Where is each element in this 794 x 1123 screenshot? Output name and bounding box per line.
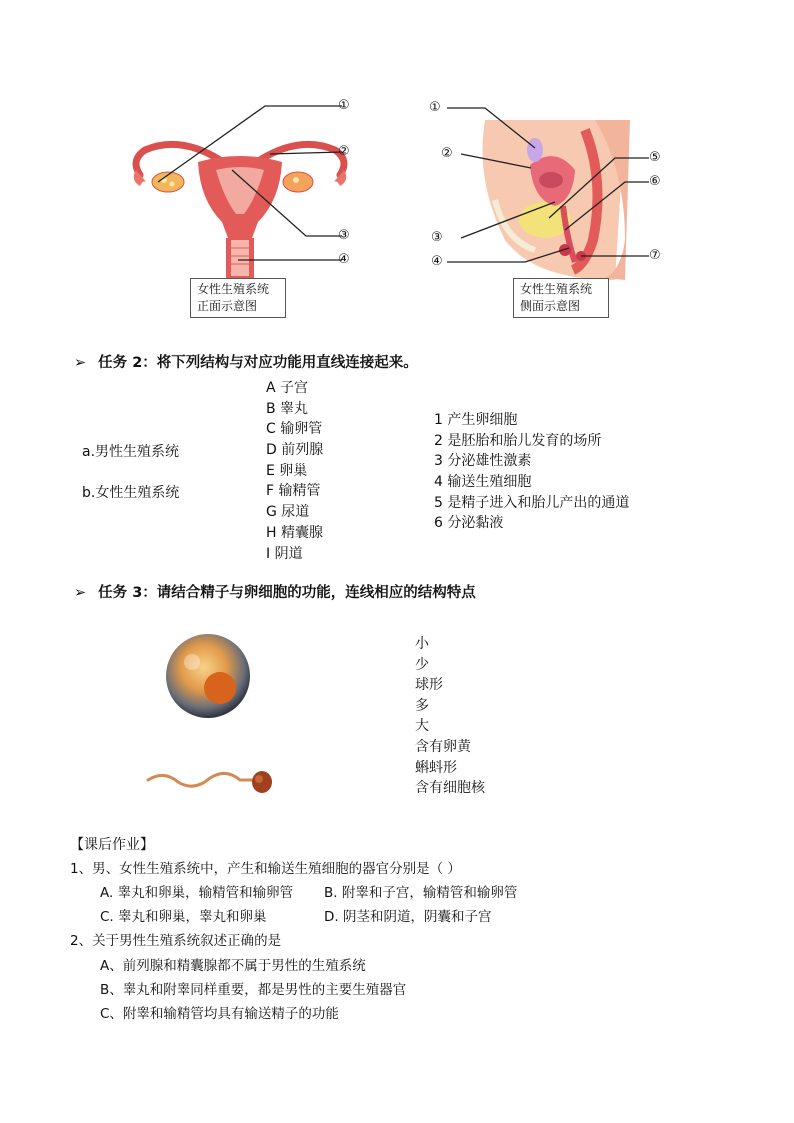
q2-option-a: A、前列腺和精囊腺都不属于男性的生殖系统 (100, 958, 366, 974)
front-label-2: ② (338, 144, 350, 159)
front-view-caption (190, 278, 286, 318)
structure-item: F 输精管 (266, 483, 321, 500)
system-male: a.男性生殖系统 (82, 444, 180, 460)
front-caption-line2: 正面示意图 (197, 299, 258, 313)
feature-list (415, 634, 485, 799)
task3-bullet-icon: ➢ (74, 585, 87, 601)
function-list (434, 410, 629, 534)
structure-item: H 精囊腺 (266, 524, 323, 541)
structure-item: E 卵巢 (266, 462, 308, 479)
q1-option-d: D. 阴茎和阴道，阴囊和子宫 (324, 909, 492, 925)
front-label-1: ① (338, 98, 350, 113)
side-label-5: ⑤ (649, 150, 661, 165)
side-label-4: ④ (431, 254, 443, 269)
feature-item: 含有细胞核 (415, 780, 485, 797)
structure-item: C 输卵管 (266, 421, 323, 438)
task2-heading (74, 353, 418, 373)
sperm-cell-image (144, 760, 276, 804)
feature-item: 含有卵黄 (415, 738, 471, 755)
q2-stem: 2、关于男性生殖系统叙述正确的是 (70, 933, 282, 949)
task2-bullet-icon: ➢ (74, 355, 87, 371)
egg-cell-icon (162, 630, 254, 722)
feature-item: 多 (415, 697, 429, 714)
function-item: 6 分泌黏液 (434, 515, 504, 532)
structure-item: A 子宫 (266, 380, 309, 396)
side-label-6: ⑥ (649, 174, 661, 189)
task2-title: 任务 2：将下列结构与对应功能用直线连接起来。 (98, 355, 418, 371)
homework-heading: 【课后作业】 (70, 837, 154, 853)
side-caption-line2: 侧面示意图 (520, 299, 581, 313)
feature-item: 蝌蚪形 (415, 759, 457, 776)
side-label-3: ③ (431, 230, 443, 245)
side-label-7: ⑦ (649, 248, 661, 263)
q1-option-b: B. 附睾和子宫，输精管和输卵管 (324, 885, 518, 901)
side-caption-line1: 女性生殖系统 (520, 282, 593, 296)
front-caption-line1: 女性生殖系统 (197, 282, 270, 296)
function-item: 4 输送生殖细胞 (434, 474, 532, 491)
feature-item: 球形 (415, 677, 443, 694)
system-female: b.女性生殖系统 (82, 485, 180, 501)
structure-item: G 尿道 (266, 504, 310, 521)
function-item: 5 是精子进入和胎儿产出的通道 (434, 494, 630, 511)
feature-item: 少 (415, 656, 429, 673)
egg-cell-image (162, 630, 254, 726)
function-item: 2 是胚胎和胎儿发育的场所 (434, 432, 602, 449)
side-label-2: ② (441, 146, 453, 161)
q1-option-c: C. 睾丸和卵巢，睾丸和卵巢 (100, 909, 267, 925)
structure-item: D 前列腺 (266, 442, 324, 459)
q2-option-b: B、睾丸和附睾同样重要，都是男性的主要生殖器官 (100, 982, 407, 998)
sperm-cell-icon (144, 760, 276, 800)
front-label-3: ③ (338, 228, 350, 243)
front-label-4: ④ (338, 252, 350, 267)
feature-item: 小 (415, 636, 429, 652)
feature-item: 大 (415, 718, 429, 735)
side-view-figure (425, 90, 685, 320)
front-view-figure (120, 90, 370, 320)
task3-heading (74, 583, 476, 603)
side-label-1: ① (429, 100, 441, 115)
q1-option-a: A. 睾丸和卵巢，输精管和输卵管 (100, 885, 294, 901)
function-item: 3 分泌雄性激素 (434, 453, 532, 470)
q1-stem: 1、男、女性生殖系统中，产生和输送生殖细胞的器官分别是（ ） (70, 861, 461, 877)
task3-title: 任务 3：请结合精子与卵细胞的功能，连线相应的结构特点 (98, 585, 476, 601)
q2-option-c: C、附睾和输精管均具有输送精子的功能 (100, 1006, 339, 1022)
structure-item: B 睾丸 (266, 400, 309, 417)
structure-item: I 阴道 (266, 545, 303, 562)
function-item: 1 产生卵细胞 (434, 412, 518, 428)
side-view-caption (513, 278, 609, 318)
structure-list (266, 378, 323, 564)
